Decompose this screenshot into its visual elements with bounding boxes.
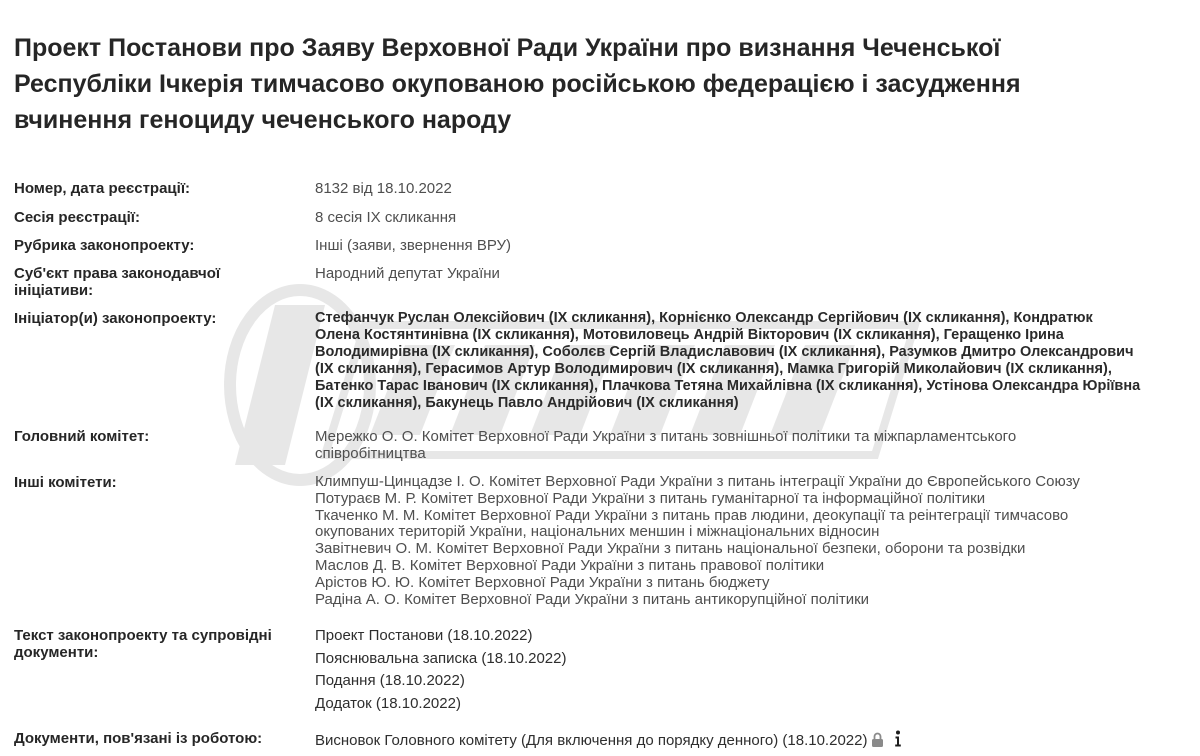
committee-line: Арістов Ю. Ю. Комітет Верховної Ради України з питань бюджету (315, 573, 770, 591)
field-label: Суб'єкт права законодавчої ініціативи: (14, 265, 221, 299)
committee-line: Маслов Д. В. Комітет Верховної Ради України з питань правової політики (315, 556, 825, 574)
committee-line: Завітневич О. М. Комітет Верховної Ради України з питань національної безпеки, оборони та розвідки (315, 540, 1026, 558)
field-label: Рубрика законопроекту: (14, 237, 195, 254)
initiator-line[interactable]: Олена Костянтинівна (IX скликання), Мотовиловець Андрій Вікторович (IX скликання), Геращенко Ірина (315, 327, 1064, 343)
page-title-line: Республіки Ічкерія тимчасово окупованою російською федерацією і засудження (14, 70, 1021, 98)
field-value: 8 сесія IX скликання (315, 209, 457, 226)
committee-line: окупованих територій України, національних меншин і міжнаціональних відносин (315, 523, 880, 541)
initiator-line[interactable]: Володимирівна (IX скликання), Соболєв Сергій Владиславович (IX скликання), Разумков Дмитро Олександрович (315, 344, 1134, 360)
other-committees-list (315, 474, 1185, 608)
committee-line: Потураєв М. Р. Комітет Верховної Ради України з питань гуманітарної та інформаційної політики (315, 489, 986, 507)
documents-list (315, 625, 1185, 715)
field-value: 8132 від 18.10.2022 (315, 180, 452, 197)
document-link[interactable]: Проект Постанови (18.10.2022) (315, 627, 533, 644)
initiator-line[interactable]: Батенко Тарас Іванович (IX скликання), Плачкова Тетяна Михайлівна (IX скликання), Устінова Олександра Юріївна (315, 378, 1141, 394)
field-value: Народний депутат України (315, 265, 500, 282)
document-link[interactable]: Пояснювальна записка (18.10.2022) (315, 649, 567, 667)
initiators-list (315, 310, 1185, 412)
field-label: Головний комітет: (14, 428, 150, 445)
page-title-line: вчинення геноциду чеченського народу (14, 106, 512, 134)
related-document (315, 730, 1185, 751)
field-label: Номер, дата реєстрації: (14, 180, 191, 197)
committee-line: Климпуш-Цинцадзе І. О. Комітет Верховної Ради України з питань інтеграції України до Європейського Союзу (315, 473, 1080, 490)
field-label: Ініціатор(и) законопроекту: (14, 310, 217, 327)
committee-line: Мережко О. О. Комітет Верховної Ради України з питань зовнішньої політики та міжпарламентського (315, 428, 1017, 445)
info-icon[interactable] (894, 730, 902, 751)
initiator-line[interactable]: (IX скликання), Бакунець Павло Андрійович (IX скликання) (315, 395, 739, 411)
field-label: Інші комітети: (14, 474, 117, 491)
committee-line: співробітництва (315, 445, 426, 462)
initiator-line[interactable]: Стефанчук Руслан Олексійович (IX скликання), Корнієнко Олександр Сергійович (IX скликання), Кондратюк (315, 310, 1093, 326)
initiator-line[interactable]: (IX скликання), Герасимов Артур Володимирович (IX скликання), Мамка Григорій Миколайович (IX скликання), (315, 361, 1112, 377)
field-label: Сесія реєстрації: (14, 209, 140, 226)
lock-icon (871, 732, 884, 751)
field-label: Текст законопроекту та супровідні документи: (14, 627, 272, 661)
page-title-line: Проект Постанови про Заяву Верховної Ради України про визнання Чеченської (14, 34, 1001, 62)
committee-line: Ткаченко М. М. Комітет Верховної Ради України з питань прав людини, деокупації та реінтеграції тимчасово (315, 506, 1069, 524)
field-value: Інші (заяви, звернення ВРУ) (315, 237, 512, 254)
document-link[interactable]: Додаток (18.10.2022) (315, 694, 461, 712)
page-title (14, 30, 1174, 138)
document-link[interactable]: Подання (18.10.2022) (315, 672, 465, 689)
field-label: Документи, пов'язані із роботою: (14, 730, 263, 747)
related-document-link[interactable]: Висновок Головного комітету (Для включення до порядку денного) (18.10.2022) (315, 732, 868, 749)
committee-line: Радіна А. О. Комітет Верховної Ради України з питань антикорупційної політики (315, 590, 870, 608)
main-committee-value (315, 428, 1185, 462)
